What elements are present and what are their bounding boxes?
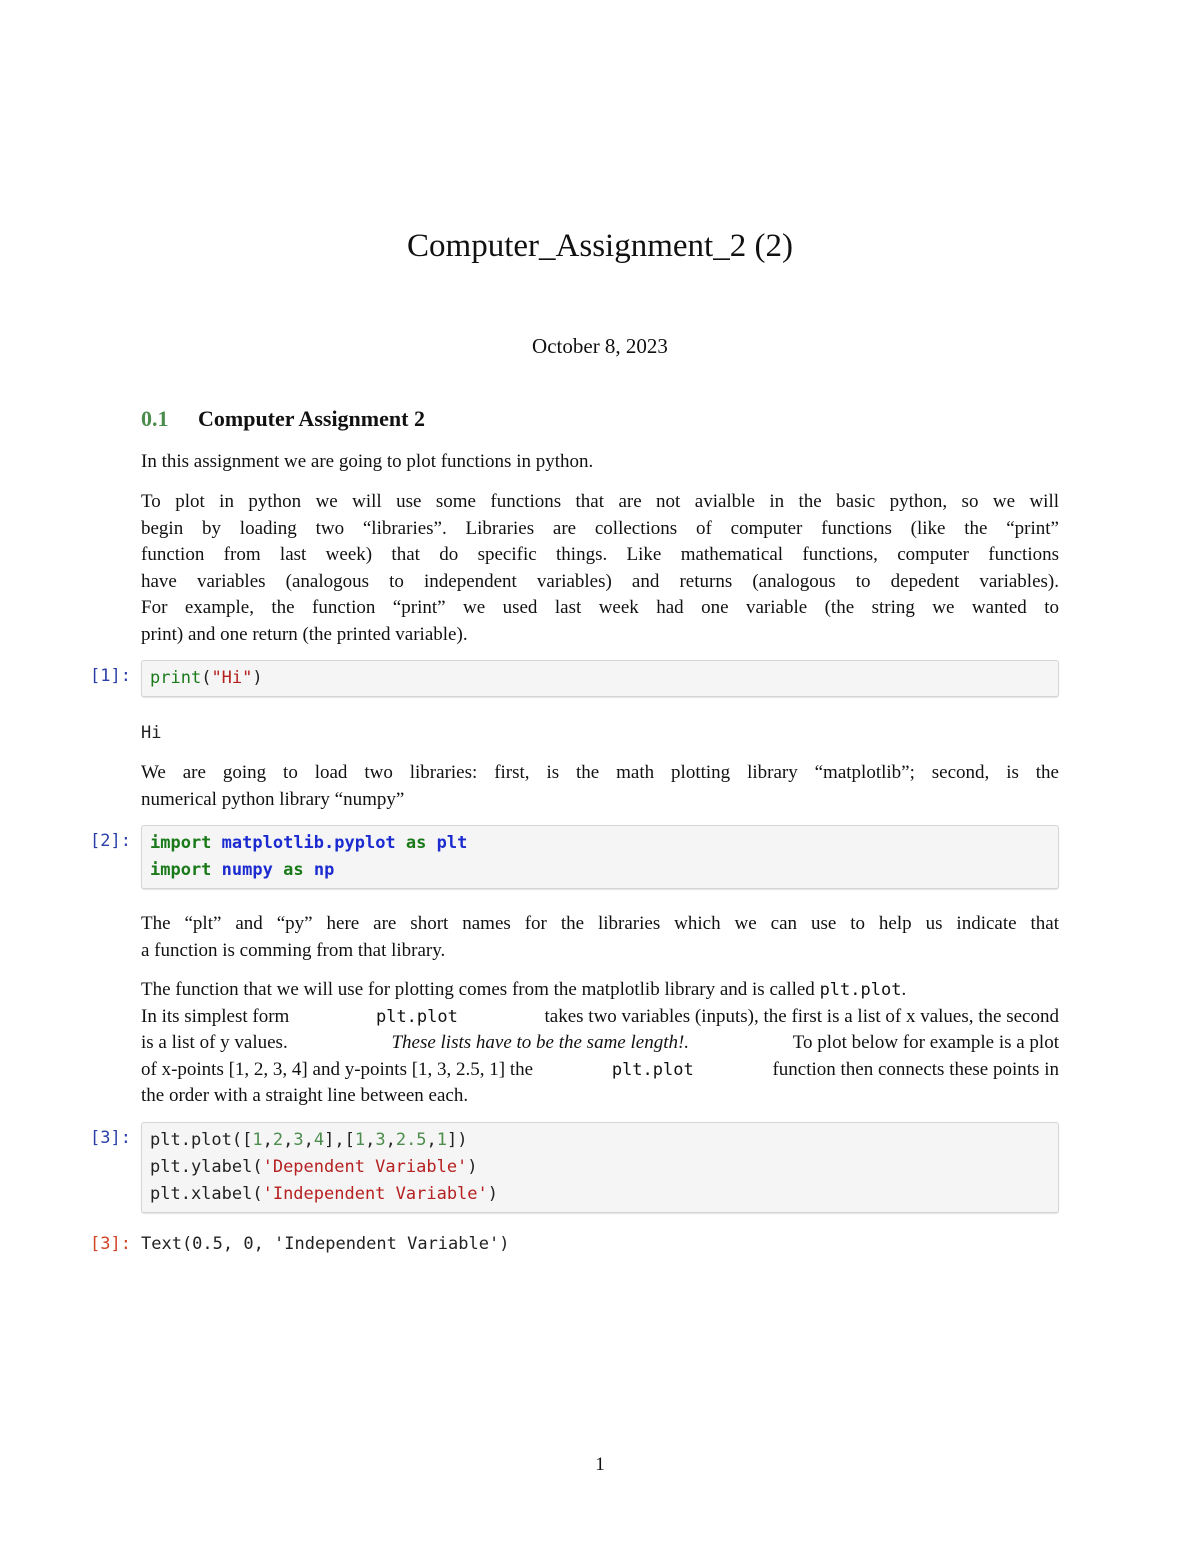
- code-token: 'Independent Variable': [262, 1184, 488, 1204]
- code-token: 2: [272, 1130, 284, 1150]
- code-token: 2.5: [395, 1130, 427, 1150]
- text-run: takes two variables (inputs), the first is a list of x values, the second: [544, 1005, 1059, 1027]
- code-token: plt.ylabel(: [150, 1157, 263, 1177]
- code-token: print: [150, 668, 202, 688]
- text-line: begin by loading two “libraries”. Libraries are collections of computer functions (like the “print”: [141, 517, 1059, 539]
- paragraph-load-libraries: [141, 760, 1059, 813]
- document-date: October 8, 2023: [532, 334, 668, 358]
- cell-1-output: Hi: [141, 723, 162, 743]
- document-title: Computer_Assignment_2 (2): [407, 228, 793, 264]
- text-line: numerical python library “numpy”: [141, 788, 405, 810]
- inline-code: plt.plot: [611, 1059, 694, 1080]
- text-line: [141, 1030, 1059, 1057]
- code-token: plt: [436, 833, 468, 853]
- text-line: We are going to load two libraries: first, is the math plotting library “matplotlib”; second, is the: [141, 762, 1059, 783]
- intro-paragraph: [141, 449, 1059, 476]
- code-token: 1: [436, 1130, 448, 1150]
- text-line: function from last week) that do specific things. Like mathematical functions, computer functions: [141, 544, 1059, 566]
- text-line: [141, 977, 1059, 1004]
- text-line: [141, 1004, 1059, 1031]
- text-line: In this assignment we are going to plot functions in python.: [141, 451, 594, 472]
- code-token: "Hi": [211, 668, 253, 688]
- code-token: ],[: [324, 1130, 355, 1150]
- code-token: 1: [354, 1130, 366, 1150]
- code-token: as: [405, 833, 427, 853]
- text-run: .: [901, 979, 907, 1000]
- cell-3-output: Text(0.5, 0, 'Independent Variable'): [141, 1234, 510, 1254]
- section-title: Computer Assignment 2: [198, 406, 425, 431]
- text-run: The function that we will use for plotting comes from the matplotlib library and is called: [141, 979, 815, 1000]
- code-token: matplotlib.pyplot: [221, 833, 396, 853]
- text-line: have variables (analogous to independent variables) and returns (analogous to depedent variables).: [141, 570, 1059, 592]
- cell-1-input-prompt: [1]:: [90, 666, 131, 686]
- text-line: The “plt” and “py” here are short names for the libraries which we can use to help us indicate that: [141, 913, 1059, 934]
- inline-code: plt.plot: [375, 1006, 458, 1027]
- code-token: ,: [426, 1130, 437, 1150]
- text-line: a function is comming from that library.: [141, 939, 446, 961]
- code-token: plt.plot([: [150, 1130, 253, 1150]
- paragraph-plt-plot: [141, 977, 1059, 1110]
- text-run: of x-points [1, 2, 3, 4] and y-points [1, 3, 2.5, 1] the: [141, 1058, 534, 1080]
- section-heading: [141, 406, 425, 432]
- paragraph-short-names: [141, 911, 1059, 964]
- code-token: ,: [385, 1130, 396, 1150]
- text-line: For example, the function “print” we used last week had one variable (the string we wanted to: [141, 597, 1059, 619]
- code-token: ): [252, 668, 263, 688]
- code-token: ): [467, 1157, 478, 1177]
- code-token: numpy: [221, 860, 273, 880]
- code-token: ,: [303, 1130, 314, 1150]
- page-number: 1: [595, 1454, 605, 1475]
- cell-3-input-prompt: [3]:: [90, 1128, 131, 1148]
- cell-3-output-prompt: [3]:: [90, 1234, 131, 1254]
- cell-2-input-prompt: [2]:: [90, 831, 131, 851]
- code-token: ): [487, 1184, 499, 1204]
- text-line: [141, 1057, 1059, 1084]
- text-line: the order with a straight line between each.: [141, 1085, 469, 1107]
- code-token: 3: [293, 1130, 304, 1150]
- text-run: function then connects these points in: [772, 1058, 1059, 1080]
- code-token: import: [150, 860, 212, 880]
- inline-code: plt.plot: [819, 980, 902, 1000]
- code-token: (: [201, 668, 212, 688]
- text-run: In its simplest form: [141, 1005, 290, 1027]
- code-token: ,: [283, 1130, 294, 1150]
- code-token: 1: [252, 1130, 263, 1150]
- code-cell-2[interactable]: [141, 825, 1059, 889]
- code-token: import: [150, 833, 212, 853]
- text-run: To plot below for example is a plot: [792, 1032, 1059, 1054]
- paragraph-libraries: [141, 489, 1059, 649]
- text-run: is a list of y values.: [141, 1032, 288, 1054]
- code-token: ,: [262, 1130, 273, 1150]
- code-token: 'Dependent Variable': [262, 1157, 468, 1177]
- code-token: np: [313, 860, 335, 880]
- emphasis-text: These lists have to be the same length!.: [391, 1032, 690, 1054]
- code-cell-3[interactable]: [141, 1122, 1059, 1213]
- code-token: ]): [447, 1130, 468, 1150]
- code-cell-1[interactable]: [141, 660, 1059, 697]
- code-token: ,: [365, 1130, 376, 1150]
- text-line: print) and one return (the printed variable).: [141, 623, 468, 645]
- code-token: as: [283, 860, 304, 880]
- code-token: 4: [313, 1130, 325, 1150]
- section-number: 0.1: [141, 406, 169, 431]
- code-token: plt.xlabel(: [150, 1184, 263, 1204]
- code-token: 3: [375, 1130, 386, 1150]
- text-line: To plot in python we will use some functions that are not avialble in the basic python, so we will: [141, 491, 1059, 512]
